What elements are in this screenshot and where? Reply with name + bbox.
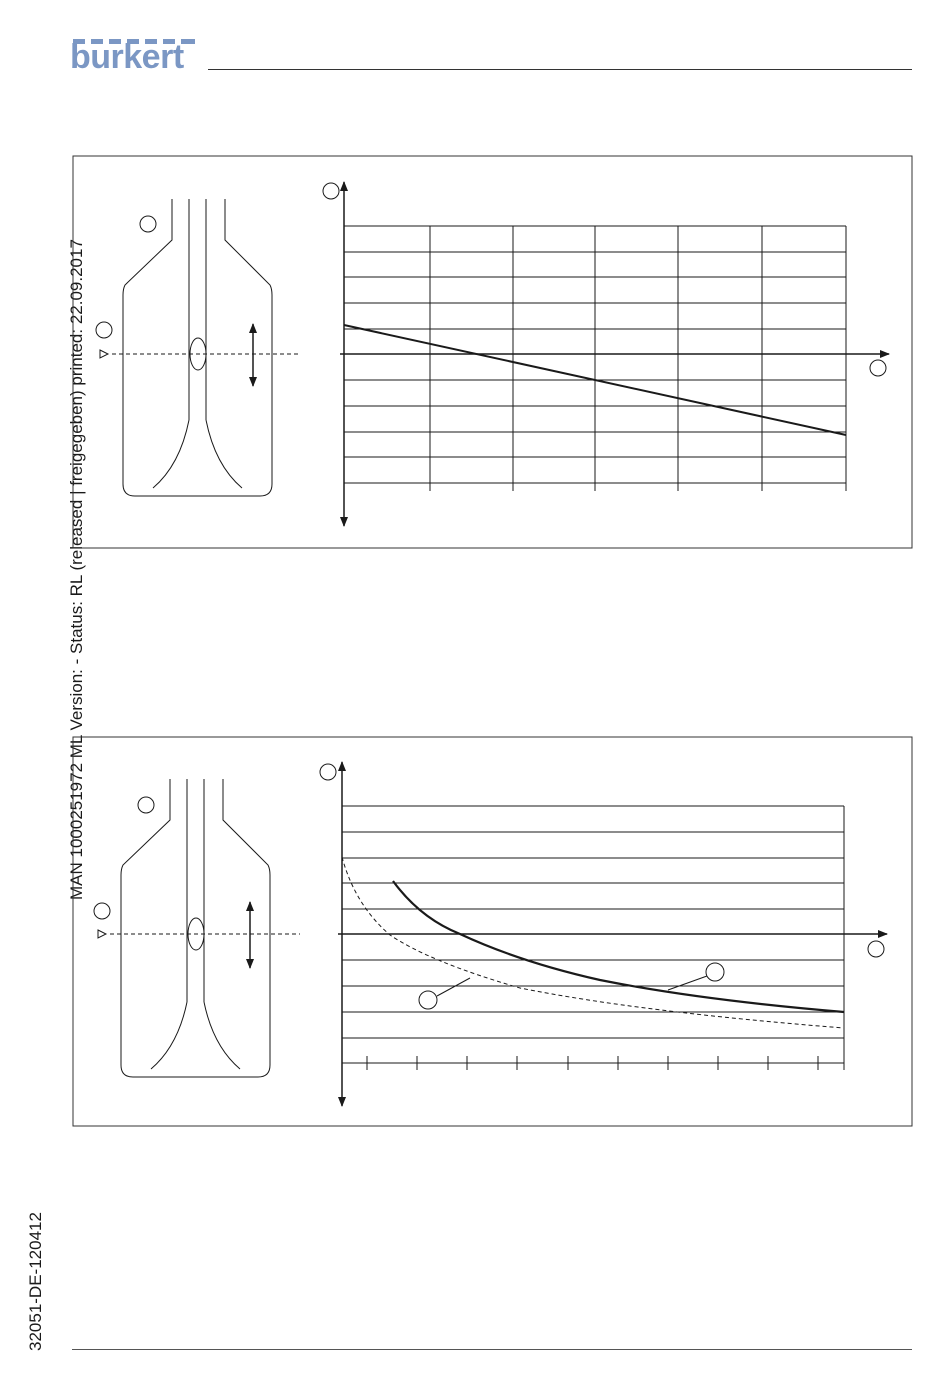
logo-text: burkert	[70, 38, 184, 76]
figure2-x-axis-callout	[868, 941, 884, 957]
figure1-grid	[344, 226, 846, 491]
figure2-solid-curve-leader	[668, 976, 707, 990]
figure1-x-axis-callout	[870, 360, 886, 376]
figure2-grid	[342, 806, 844, 1070]
document-code: 32051-DE-120412	[26, 1212, 45, 1351]
figure2-tank-illustration	[98, 779, 300, 1077]
figure2-callout-circle	[94, 903, 110, 919]
side-status-text: MAN 1000251972 ML Version: - Status: RL (released | freigegeben) printed: 22.09.2017	[67, 239, 86, 900]
figure2	[73, 737, 912, 1126]
figure2-dashed-curve-callout	[419, 991, 437, 1009]
figure2-frame	[73, 737, 912, 1126]
figure1	[73, 156, 912, 548]
figure2-solid-curve	[393, 881, 844, 1012]
figure1-callout-circle	[140, 216, 156, 232]
figure1-tank-illustration	[100, 199, 300, 496]
figure2-solid-curve-callout	[706, 963, 724, 981]
footer-rule	[72, 1349, 912, 1350]
figure1-y-axis-callout	[323, 183, 339, 199]
figure2-dashed-curve-leader	[437, 978, 470, 996]
figure2-y-axis-callout	[320, 764, 336, 780]
figure2-callout-circle	[138, 797, 154, 813]
figure1-frame	[73, 156, 912, 548]
figure1-callout-circle	[96, 322, 112, 338]
